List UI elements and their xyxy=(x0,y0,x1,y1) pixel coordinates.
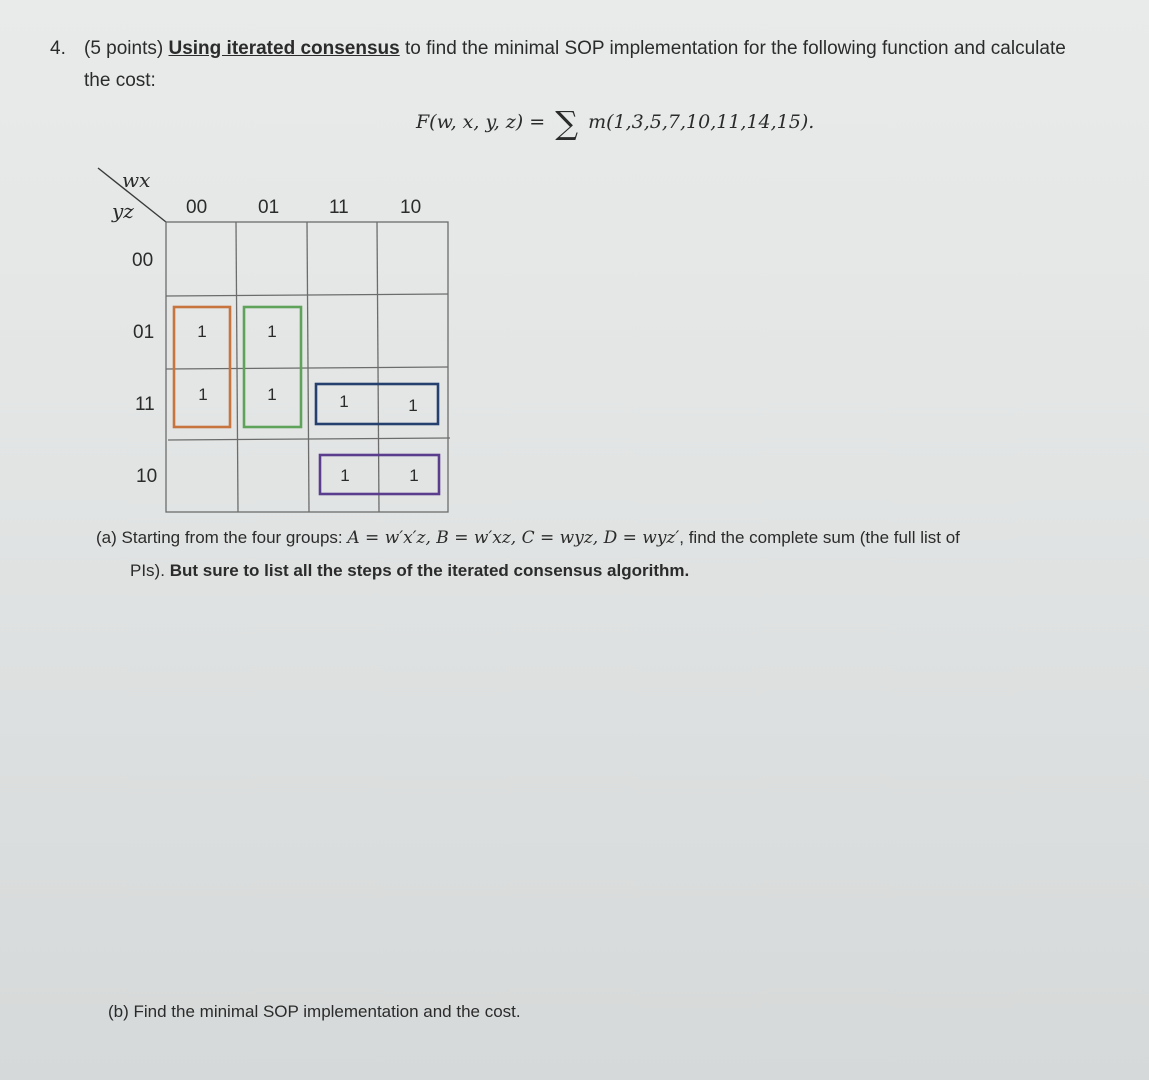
kmap-cell: 1 xyxy=(198,385,208,404)
part-a-groups: A = w′x′z, B = w′xz, C = wyz, D = wyz′ xyxy=(347,528,680,548)
formula-rhs: m(1,3,5,7,10,11,14,15). xyxy=(588,111,815,133)
kmap-col-header: 01 xyxy=(258,197,280,218)
kmap-row-header: 10 xyxy=(136,466,158,487)
part-a-pis: PIs). xyxy=(130,561,165,580)
kmap-cell: 1 xyxy=(267,322,277,341)
part-a-text-end: , find the complete sum (the full list of xyxy=(679,528,960,547)
question-method: Using iterated consensus xyxy=(168,38,400,59)
kmap-cell: 1 xyxy=(409,466,419,485)
question-number: 4. xyxy=(50,38,66,59)
kmap-corner-wx: wx xyxy=(122,168,151,192)
part-a-line2 xyxy=(130,561,689,581)
kmap-cell: 1 xyxy=(339,392,349,411)
part-a-line1 xyxy=(96,528,960,548)
kmap-cell: 1 xyxy=(340,466,350,485)
kmap-row-header: 01 xyxy=(133,322,155,343)
sigma-symbol: ∑ xyxy=(555,104,579,142)
kmap-cell: 1 xyxy=(197,322,207,341)
kmap-corner-yz: yz xyxy=(112,199,134,223)
part-b-line xyxy=(108,1002,521,1022)
question-prompt-cont: the cost: xyxy=(84,70,156,91)
part-a-label: (a) xyxy=(96,528,117,547)
part-b-text: Find the minimal SOP implementation and the cost. xyxy=(133,1002,521,1021)
part-a-instruction: But sure to list all the steps of the iterated consensus algorithm. xyxy=(169,561,690,580)
kmap-cell: 1 xyxy=(267,385,277,404)
kmap-row-header: 00 xyxy=(132,250,154,271)
kmap-cell: 1 xyxy=(408,396,418,415)
formula-lhs: F(w, x, y, z) = xyxy=(416,111,546,133)
question-prompt-rest: to find the minimal SOP implementation for the following function and calculate xyxy=(405,38,1066,59)
kmap-row-header: 11 xyxy=(135,394,155,415)
part-a-text-start: Starting from the four groups: xyxy=(121,528,343,547)
kmap-col-header: 10 xyxy=(400,197,422,218)
kmap-col-header: 11 xyxy=(329,197,349,218)
question-points: (5 points) xyxy=(84,38,164,59)
part-b-label: (b) xyxy=(108,1002,129,1021)
kmap-col-header: 00 xyxy=(186,197,208,218)
